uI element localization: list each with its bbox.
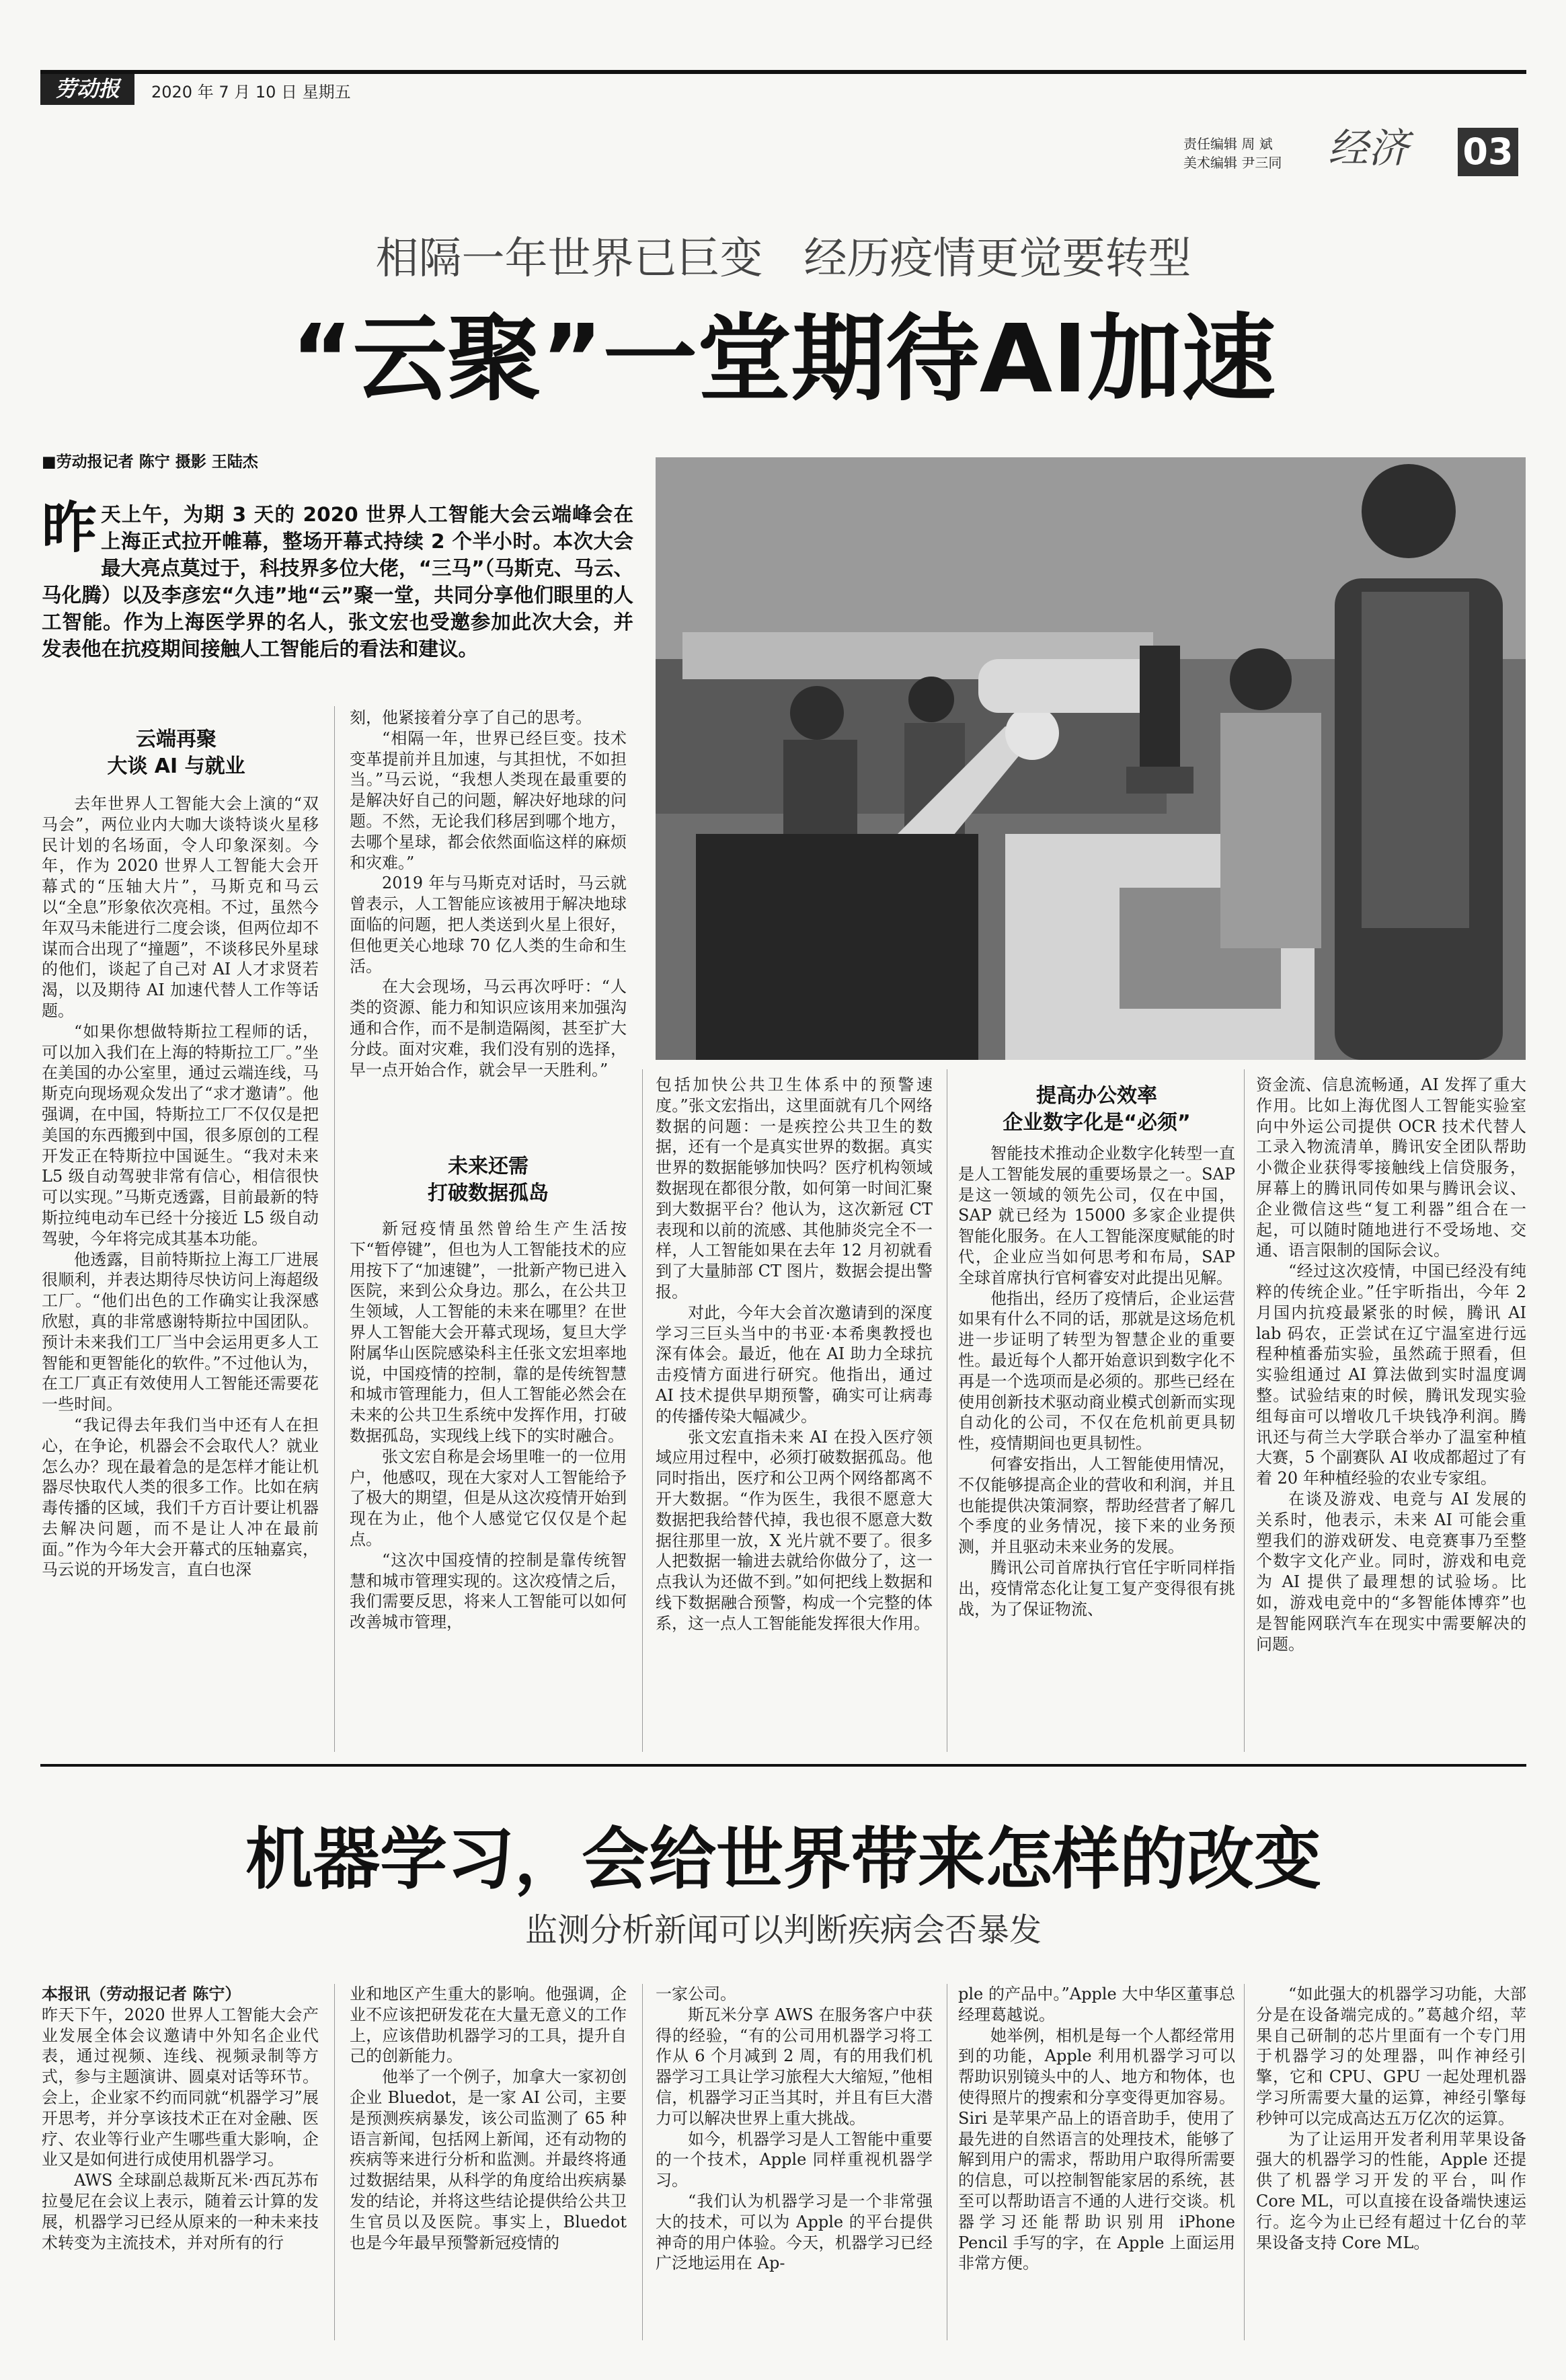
article1-kicker: 相隔一年世界已巨变 经历疫情更觉要转型 <box>375 234 1191 284</box>
lead-text: 天上午，为期 3 天的 2020 世界人工智能大会云端峰会在上海正式拉开帷幕，整场开幕式持续 2 个半小时。本次大会最大亮点莫过于，科技界多位大佬，“三马”（马斯克、马云、马化腾）以及李彦宏“久违”地“云”聚一堂，共同分享他们眼里的人工智能。作为上海医学界的名人，张文宏也受邀参加此次大会，并发表他在抗疫期间接触人工智能后的看法和建议。 <box>42 503 633 660</box>
article1-headline: “云聚”一堂期待AI加速 <box>290 305 1276 414</box>
paragraph: AWS 全球副总裁斯瓦米·西瓦苏布拉曼尼在会议上表示，随着云计算的发展，机器学习已经从原来的一种未来技术转变为主流技术，并对所有的行 <box>42 2171 319 2252</box>
paragraph: 为了让运用开发者利用苹果设备强大的机器学习的性能，Apple 还提供了机器学习开发的平台，叫作 Core ML，可以直接在设备端快速运行。迄今为止已经有超过十亿台的苹果设备支持 Core ML。 <box>1256 2129 1526 2252</box>
editor-line-2: 美术编辑 尹三同 <box>1183 155 1282 171</box>
paragraph: 他举了一个例子，加拿大一家初创企业 Bluedot，是一家 AI 公司，主要是预测疾病暴发，该公司监测了 65 种语言新闻，包括网上新闻，还有动物的疾病等来进行分析和监测。并最终将通过数据结果，从科学的角度给出疾病暴发的结论，并将这些结论提供给公共卫生官员以及医院。事实上，Bluedot 也是今年最早预警新冠疫情的 <box>350 2067 627 2252</box>
paragraph: 张文宏自称是会场里唯一的一位用户，他感叹，现在大家对人工智能给予了极大的期望，但是从这次疫情开始到现在为止，他个人感觉它仅仅是个起点。 <box>350 1447 627 1549</box>
byline-text: 本报讯（劳动报记者 陈宁） <box>42 1985 241 2003</box>
paragraph: 昨天下午，2020 世界人工智能大会产业发展全体会议邀请中外知名企业代表，通过视频、连线、视频录制等方式，参与主题演讲、圆桌对话等环节。会上，企业家不约而同就“机器学习”展开思考，并分享该技术正在对金融、医疗、农业等行业产生哪些重大影响，企业又是如何进行成使用机器学习。 <box>42 2005 319 2170</box>
subhead-office-efficiency: 提高办公效率 企业数字化是“必须” <box>1003 1084 1191 1135</box>
paragraph: 张文宏直指未来 AI 在投入医疗领域应用过程中，必须打破数据孤岛。他同时指出，医疗和公卫两个网络都离不开大数据。“作为医生，我很不愿意大数据把我给替代掉，我也很不愿意大数据往那里一放，X 光片就不要了。很多人把数据一输进去就给你做分了，这一点我认为还做不到。”如何把线上数据和线下数据融合预警，构成一个完整的体系，这一点人工智能能发挥很大作用。 <box>656 1427 933 1633</box>
paragraph: “我记得去年我们当中还有人在担心，在争论，机器会不会取代人？就业怎么办？现在最着急的是怎样才能让机器尽快取代人类的很多工作。比如在病毒传播的区域，我们千方百计要让机器去解决问题，而不是让人冲在最前面。”作为今年大会开幕式的压轴嘉宾，马云说的开场发言，直白也深 <box>42 1415 319 1580</box>
top-rule <box>40 70 1526 74</box>
paragraph: 腾讯公司首席执行官任宇昕同样指出，疫情常态化让复工复产变得很有挑战，为了保证物流、 <box>958 1558 1235 1619</box>
subhead-cloud-ai-jobs: 云端再聚 大谈 AI 与就业 <box>107 728 245 778</box>
paragraph: 2019 年与马斯克对话时，马云就曾表示，人工智能应该被用于解决地球面临的问题，把人类送到火星上很好，但他更关心地球 70 亿人类的生命和生活。 <box>350 874 627 976</box>
paragraph: 如今，机器学习是人工智能中重要的一个技术，Apple 同样重视机器学习。 <box>656 2129 933 2190</box>
paragraph: 去年世界人工智能大会上演的“双马会”，两位业内大咖大谈特谈火星移民计划的名场面，令人印象深刻。今年，作为 2020 世界人工智能大会开幕式的“压轴大片”，马斯克和马云以“全息”形象依次亮相。不过，虽然今年双马未能进行二度会谈，但两位却不谋而合出现了“撞题”，不谈移民外星球的他们，谈起了自己对 AI 人才求贤若渴，以及期待 AI 加速代替人工作等话题。 <box>42 794 319 1020</box>
paragraph: 包括加快公共卫生体系中的预警速度。”张文宏指出，这里面就有几个网络数据的问题：一是疾控公共卫生的数据，还有一个是真实世界的数据。真实世界的数据能够加快吗？医疗机构领域数据现在都很分散，如何第一时间汇聚到大数据平台？他认为，这次新冠 CT 表现和以前的流感、其他肺炎完全不一样，人工智能如果在去年 12 月初就看到了大量肺部 CT 图片，数据会提出警报。 <box>656 1075 933 1301</box>
article1-col1 <box>42 794 319 1580</box>
paragraph: 资金流、信息流畅通，AI 发挥了重大作用。比如上海优图人工智能实验室向中外运公司提供 OCR 技术代替人工录入物流清单，腾讯安全团队帮助小微企业获得零接触线上信贷服务，屏幕上的腾讯同传如果与腾讯会议、企业微信这些“复工利器”组合在一起，可以随时随地进行不受场地、交通、语言限制的国际会议。 <box>1256 1075 1526 1260</box>
paragraph: 何睿安指出，人工智能使用情况，不仅能够提高企业的营收和利润，并且也能提供决策洞察，帮助经营者了解几个季度的业务情况，接下来的业务预测，并且驱动未来业务的发展。 <box>958 1454 1235 1557</box>
paragraph: “经过这次疫情，中国已经没有纯粹的传统企业。”任宇昕指出，今年 2 月国内抗疫最紧张的时候，腾讯 AI lab 码农，正尝试在辽宁温室进行远程种植番茄实验，虽然疏于照看，但实验组通过 AI 算法做到实时温度调整。试验结束的时候，腾讯发现实验组每亩可以增收几千块钱净利润。腾讯还与荷兰大学联合举办了温室种植大赛，5 个副赛队 AI 收成都超过了有着 20 年种植经验的农业专家组。 <box>1256 1262 1526 1488</box>
paragraph: 刻，他紧接着分享了自己的思考。 <box>350 708 592 727</box>
article2-col5 <box>1256 1984 1526 2253</box>
editor-line-1: 责任编辑 周 斌 <box>1183 136 1273 152</box>
article2-col1 <box>42 1984 319 2253</box>
paragraph: 他透露，目前特斯拉上海工厂进展很顺利，并表达期待尽快访问上海超级工厂。“他们出色的工作确实让我深感欣慰，真的非常感谢特斯拉中国团队。预计未来我们工厂当中会运用更多人工智能和更智能化的软件。”不过他认为，在工厂真正有效使用人工智能还需要花一些时间。 <box>42 1250 319 1414</box>
issue-date: 2020 年 7 月 10 日 星期五 <box>151 83 351 102</box>
article2-col2 <box>350 1984 627 2253</box>
article2-col3 <box>656 1984 933 2274</box>
paragraph: 在谈及游戏、电竞与 AI 发展的关系时，他表示，未来 AI 可能会重塑我们的游戏研发、电竞赛事乃至整个数字文化产业。同时，游戏和电竞为 AI 提供了最理想的试验场。比如，游戏电竞中的“多智能体博弈”也是智能网联汽车在现实中需要解决的问题。 <box>1256 1489 1526 1654</box>
paragraph: ple 的产品中。”Apple 大中华区董事总经理葛越说。 <box>958 1985 1235 2024</box>
drop-cap: 昨 <box>42 496 97 560</box>
paragraph: 对此，今年大会首次邀请到的深度学习三巨头当中的书亚·本希奥教授也深有体会。最近，他在 AI 助力全球抗击疫情方面进行研究。他指出，通过 AI 技术提供早期预警，确实可让病毒的传播传染大幅减少。 <box>656 1303 933 1426</box>
newspaper-logo: 劳动报 <box>40 73 134 105</box>
editor-credits <box>1183 135 1318 172</box>
paragraph: “相隔一年，世界已经巨变。技术变革提前并且加速，与其担忧，不如担当。”马云说，“我想人类现在最重要的是解决好自己的问题，解决好地球的问题。不然，无论我们移居到哪个地方，去哪个星球，都会依然面临这样的麻烦和灾难。” <box>350 728 627 872</box>
paragraph: 智能技术推动企业数字化转型一直是人工智能发展的重要场景之一。SAP 是这一领域的领先公司，仅在中国，SAP 就已经为 15000 多家企业提供智能化服务。在人工智能深度赋能的时代，企业应当如何思考和布局，SAP 全球首席执行官柯睿安对此提出见解。 <box>958 1144 1235 1287</box>
paragraph: 业和地区产生重大的影响。他强调，企业不应该把研发花在大量无意义的工作上，应该借助机器学习的工具，提升自己的创新能力。 <box>350 1985 627 2066</box>
article2-col4 <box>958 1984 1235 2274</box>
masthead <box>40 61 1526 114</box>
column-divider <box>1244 1069 1245 1752</box>
paragraph: 她举例，相机是每一个人都经常用到的功能，Apple 利用机器学习可以帮助识别镜头中的人、地方和物体，也使得照片的搜索和分享变得更加容易。Siri 是苹果产品上的语音助手，使用了最先进的自然语言的处理技术，能够了解到用户的需求，帮助用户取得所需要的信息，可以控制智能家居的系统，甚至可以帮助语言不通的人进行交谈。机器学习还能帮助识别用 iPhone Pencil 手写的字，在 Apple 上面运用非常方便。 <box>958 2026 1235 2273</box>
paragraph: 斯瓦米分享 AWS 在服务客户中获得的经验，“有的公司用机器学习将工作从 6 个月减到 2 周，有的用我们机器学习工具让学习旅程大大缩短，”他相信，机器学习正当其时，并且有巨大潜力可以解决世界上重大挑战。 <box>656 2005 933 2128</box>
article2-subtitle: 监测分析新闻可以判断疾病会否暴发 <box>524 1911 1042 1949</box>
article1-col5 <box>1256 1075 1526 1654</box>
article2-headline: 机器学习，会给世界带来怎样的改变 <box>245 1820 1321 1898</box>
article1-col3 <box>656 1075 933 1634</box>
robot-arm-photo <box>656 457 1526 1060</box>
article1-col2b <box>350 1219 627 1633</box>
column-divider <box>642 1069 643 1752</box>
article-divider <box>40 1764 1526 1767</box>
section-name: 经济 <box>1328 125 1409 172</box>
paragraph: “我们认为机器学习是一个非常强大的技术，可以为 Apple 的平台提供神奇的用户体验。今天，机器学习已经广泛地运用在 Ap- <box>656 2191 933 2273</box>
article2-byline <box>42 1984 319 2005</box>
column-divider <box>642 1984 643 2340</box>
paragraph: “这次中国疫情的控制是靠传统智慧和城市管理实现的。这次疫情之后，我们需要反思，将来人工智能可以如何改善城市管理， <box>350 1550 627 1632</box>
article1-col2 <box>350 707 627 1080</box>
paragraph: “如此强大的机器学习功能，大部分是在设备端完成的。”葛越介绍，苹果自己研制的芯片里面有一个专门用于机器学习的处理器，叫作神经引擎，它和 CPU、GPU 一起处理机器学习所需要大量的运算，神经引擎每秒钟可以完成高达五万亿次的运算。 <box>1256 1985 1526 2128</box>
subhead-data-islands: 未来还需 打破数据孤岛 <box>428 1155 549 1205</box>
article1-col4 <box>958 1143 1235 1619</box>
column-divider <box>334 1984 335 2340</box>
column-divider <box>334 706 335 1752</box>
photo-illustration <box>656 457 1526 1060</box>
article1-lead <box>42 496 633 662</box>
paragraph: 他指出，经历了疫情后，企业运营如果有什么不同的话，那就是这场危机进一步证明了转型为智慧企业的重要性。最近每个人都开始意识到数字化不再是一个选项而是必须的。那些已经在使用创新技术驱动商业模式创新而实现自动化的公司，不仅在危机前更具韧性，疫情期间也更具韧性。 <box>958 1289 1235 1453</box>
paragraph: 一家公司。 <box>656 1985 736 2003</box>
paragraph: “如果你想做特斯拉工程师的话，可以加入我们在上海的特斯拉工厂。”坐在美国的办公室里，通过云端连线，马斯克向现场观众发出了“求才邀请”。他强调，在中国，特斯拉工厂不仅仅是把美国的东西搬到中国，很多原创的工程开发正在特斯拉中国诞生。“我对未来 L5 级自动驾驶非常有信心，相信很快可以实现。”马斯克透露，目前最新的特斯拉纯电动车已经十分接近 L5 级自动驾驶，今年将完成其基本功能。 <box>42 1022 319 1248</box>
column-divider <box>1244 1984 1245 2340</box>
article1-byline: ■劳动报记者 陈宁 摄影 王陆杰 <box>42 453 258 471</box>
page-number: 03 <box>1458 128 1518 176</box>
paragraph: 在大会现场，马云再次呼吁：“人类的资源、能力和知识应该用来加强沟通和合作，而不是制造隔阂，甚至扩大分歧。面对灾难，我们没有别的选择，早一点开始合作，就会早一天胜利。” <box>350 977 627 1079</box>
paragraph: 新冠疫情虽然曾给生产生活按下“暂停键”，但也为人工智能技术的应用按下了“加速键”，一批新产物已进入医院，来到公众身边。那么，在公共卫生领域，人工智能的未来在哪里？在世界人工智能大会开幕式现场，复旦大学附属华山医院感染科主任张文宏坦率地说，中国疫情的控制，靠的是传统智慧和城市管理能力，但人工智能必然会在未来的公共卫生系统中发挥作用，打破数据孤岛，实现线上线下的实时融合。 <box>350 1219 627 1445</box>
